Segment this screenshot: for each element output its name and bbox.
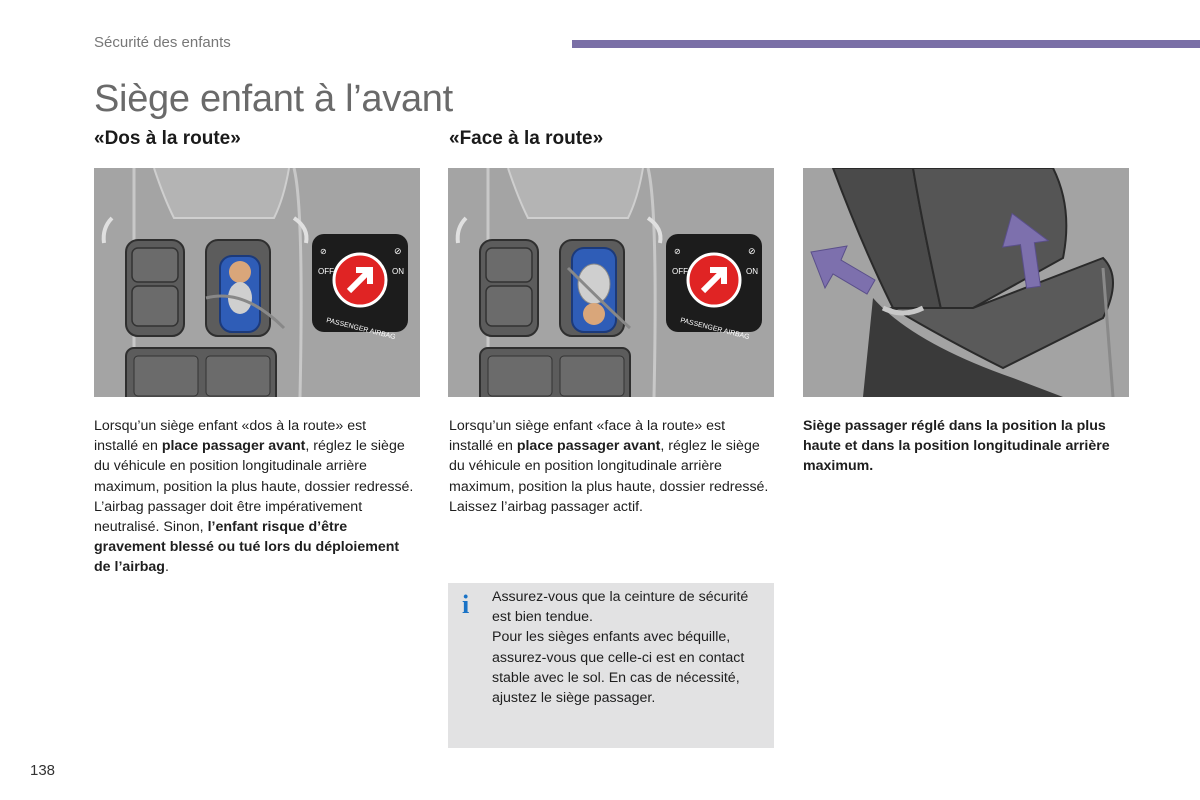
svg-text:⊘: ⊘: [320, 247, 327, 256]
airbag-off-label: [312, 234, 408, 341]
svg-text:OFF: OFF: [672, 267, 688, 276]
svg-text:⊘: ⊘: [674, 247, 681, 256]
svg-text:PASSENGER AIRBAG: PASSENGER AIRBAG: [325, 317, 397, 342]
rear-facing-instructions: Lorsqu’un siège enfant «dos à la route» est installé en place passager avant, réglez le siège du véhicule en position longitudinale arrière maximum, position la plus haute, dossier redressé. L’airbag passager doit être impérativement neutralisé. Sinon, l’enfant risque d’être gravement blessé ou tué lors du déploiement de l’airbag.: [94, 418, 414, 576]
rear-facing-illustration: [94, 168, 420, 397]
page-number: 138: [30, 762, 56, 779]
info-text: Assurez-vous que la ceinture de sécurité est bien tendue. Pour les sièges enfants avec béquille, assurez-vous que celle-ci est en contact stable avec le sol. En cas de nécessité, ajustez le siège passager.: [492, 589, 749, 707]
svg-text:ON: ON: [746, 267, 758, 276]
svg-text:ON: ON: [392, 267, 404, 276]
forward-facing-heading: «Face à la route»: [449, 128, 604, 149]
header-accent-bar: [572, 40, 1200, 48]
forward-facing-instructions: Lorsqu’un siège enfant «face à la route» est installé en place passager avant, réglez le siège du véhicule en position longitudinale arrière maximum, position la plus haute, dossier redressé. Laissez l’airbag passager actif.: [449, 418, 769, 515]
section-label: Sécurité des enfants: [94, 34, 231, 51]
info-icon: i: [462, 590, 470, 619]
svg-text:OFF: OFF: [318, 267, 334, 276]
page-title: Siège enfant à l’avant: [94, 78, 453, 120]
svg-text:PASSENGER AIRBAG: PASSENGER AIRBAG: [679, 317, 751, 342]
forward-facing-illustration: [448, 168, 774, 397]
rear-facing-heading: «Dos à la route»: [94, 128, 241, 149]
svg-text:⊘: ⊘: [748, 246, 756, 256]
svg-text:⊘: ⊘: [394, 246, 402, 256]
seat-position-caption: Siège passager réglé dans la position la plus haute et dans la position longitudinale arrière maximum.: [803, 418, 1110, 475]
airbag-on-label: [666, 234, 762, 341]
seat-adjustment-illustration: [803, 168, 1129, 397]
